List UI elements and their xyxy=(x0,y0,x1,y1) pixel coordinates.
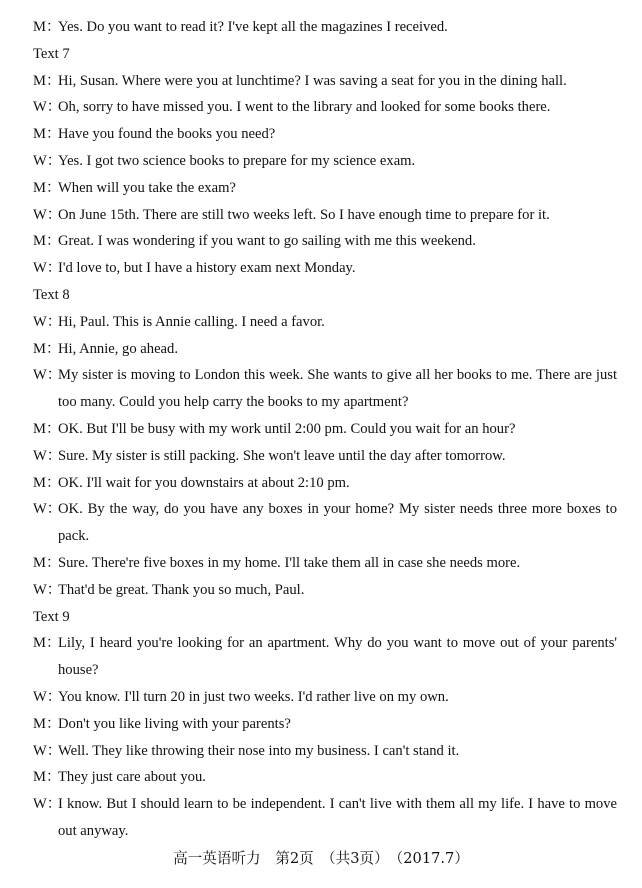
dialogue-line xyxy=(33,14,617,41)
speaker-label: W： xyxy=(33,99,62,116)
speech-text: OK. But I'll be busy with my work until 2:00 pm. Could you wait for an hour? xyxy=(58,420,516,437)
speaker-label: M： xyxy=(33,635,61,652)
speech-text: You know. I'll turn 20 in just two weeks. I'd rather live on my own. xyxy=(58,688,449,705)
dialogue-line xyxy=(33,148,617,175)
dialogue-line xyxy=(33,255,617,282)
dialogue-line xyxy=(33,94,617,121)
speech-text: Have you found the books you need? xyxy=(58,126,276,143)
speaker-label: W： xyxy=(33,367,62,384)
dialogue-line xyxy=(33,228,617,255)
speech-text: Lily, I heard you're looking for an apartment. Why do you want to move out of your parents' house? xyxy=(58,635,617,679)
dialogue-line xyxy=(33,711,617,738)
speaker-label: M： xyxy=(33,474,61,491)
dialogue-line xyxy=(33,336,617,363)
dialogue-line xyxy=(33,791,617,845)
speech-text: They just care about you. xyxy=(58,769,206,786)
speaker-label: M： xyxy=(33,554,61,571)
speaker-label: M： xyxy=(33,420,61,437)
speech-text: Don't you like living with your parents? xyxy=(58,715,291,732)
dialogue-line xyxy=(33,121,617,148)
speech-text: On June 15th. There are still two weeks left. So I have enough time to prepare for it. xyxy=(58,206,550,223)
dialogue-line xyxy=(33,175,617,202)
dialogue-line xyxy=(33,416,617,443)
speaker-label: M： xyxy=(33,340,61,357)
speech-text: That'd be great. Thank you so much, Paul. xyxy=(58,581,305,598)
dialogue-line xyxy=(33,738,617,765)
page-footer: 高一英语听力 第2页 （共3页） （2017.7） xyxy=(173,850,469,867)
dialogue-line xyxy=(33,443,617,470)
dialogue-line xyxy=(33,470,617,497)
speech-text: My sister is moving to London this week. She wants to give all her books to me. There are just too many. Could you help carry the books to my apartment? xyxy=(58,367,617,411)
speech-text: Sure. My sister is still packing. She won't leave until the day after tomorrow. xyxy=(58,447,506,464)
speaker-label: W： xyxy=(33,260,62,277)
dialogue-line xyxy=(33,684,617,711)
speech-text: Well. They like throwing their nose into my business. I can't stand it. xyxy=(58,742,460,759)
speech-text: Hi, Susan. Where were you at lunchtime? I was saving a seat for you in the dining hall. xyxy=(58,72,567,89)
dialogue-line xyxy=(33,362,617,416)
speaker-label: M： xyxy=(33,19,61,35)
dialogue-transcript xyxy=(33,14,617,845)
speech-text: Oh, sorry to have missed you. I went to the library and looked for some books there. xyxy=(58,99,551,116)
speaker-label: W： xyxy=(33,501,62,518)
speech-text: Hi, Annie, go ahead. xyxy=(58,340,178,357)
speaker-label: W： xyxy=(33,313,62,330)
speech-text: Sure. There're five boxes in my home. I'll take them all in case she needs more. xyxy=(58,554,521,571)
speaker-label: W： xyxy=(33,206,62,223)
dialogue-line xyxy=(33,202,617,229)
speaker-label: M： xyxy=(33,72,61,89)
dialogue-line xyxy=(33,309,617,336)
speech-text: I'd love to, but I have a history exam next Monday. xyxy=(58,260,356,277)
speaker-label: W： xyxy=(33,742,62,759)
text-section-heading: Text 9 xyxy=(33,608,70,625)
speech-text: When will you take the exam? xyxy=(58,179,236,196)
dialogue-line xyxy=(33,577,617,604)
speaker-label: M： xyxy=(33,179,61,196)
speaker-label: W： xyxy=(33,688,62,705)
speaker-label: W： xyxy=(33,447,62,464)
speaker-label: W： xyxy=(33,796,62,813)
speech-text: Yes. Do you want to read it? I've kept all the magazines I received. xyxy=(58,19,448,35)
speaker-label: M： xyxy=(33,233,61,250)
speaker-label: W： xyxy=(33,581,62,598)
speaker-label: M： xyxy=(33,126,61,143)
dialogue-line xyxy=(33,550,617,577)
text-section-heading: Text 8 xyxy=(33,286,70,303)
speaker-label: M： xyxy=(33,769,61,786)
speech-text: I know. But I should learn to be independent. I can't live with them all my life. I have to move out anyway. xyxy=(58,796,617,839)
text-section-heading: Text 7 xyxy=(33,45,70,62)
speech-text: Yes. I got two science books to prepare for my science exam. xyxy=(58,152,416,169)
dialogue-line xyxy=(33,764,617,791)
speaker-label: W： xyxy=(33,152,62,169)
speech-text: OK. I'll wait for you downstairs at about 2:10 pm. xyxy=(58,474,350,491)
speech-text: Hi, Paul. This is Annie calling. I need a favor. xyxy=(58,313,325,330)
dialogue-line xyxy=(33,496,617,550)
speech-text: Great. I was wondering if you want to go sailing with me this weekend. xyxy=(58,233,476,250)
speech-text: OK. By the way, do you have any boxes in your home? My sister needs three more boxes to pack. xyxy=(58,501,617,545)
speaker-label: M： xyxy=(33,715,61,732)
dialogue-line xyxy=(33,68,617,95)
dialogue-line xyxy=(33,630,617,684)
